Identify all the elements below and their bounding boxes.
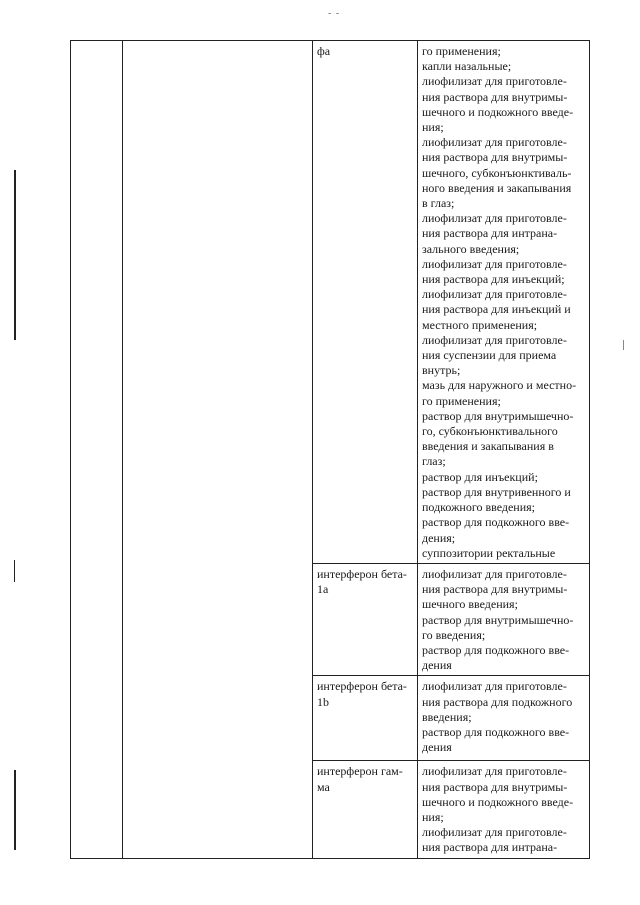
dosage-form-line: суппозитории ректальные bbox=[422, 545, 556, 560]
dosage-form-line: раствор для внутривенного и bbox=[422, 484, 571, 499]
dosage-form-cell bbox=[418, 41, 590, 564]
dosage-form-line: раствор для подкожного вве- bbox=[422, 724, 570, 739]
dosage-form-line: внутрь; bbox=[422, 363, 461, 378]
drug-name-line: 1a bbox=[317, 582, 329, 597]
dosage-form-line: лиофилизат для приготовле- bbox=[422, 825, 567, 840]
page-mark: - - bbox=[328, 8, 341, 19]
dosage-form-line: шечного, субконъюнктиваль- bbox=[422, 165, 572, 180]
dosage-form-line: введения и закапывания в bbox=[422, 439, 554, 454]
dosage-form-line: ния раствора для внутримы- bbox=[422, 89, 568, 104]
dosage-form-line: раствор для инъекций; bbox=[422, 469, 538, 484]
dosage-form-line: лиофилизат для приготовле- bbox=[422, 74, 567, 89]
dosage-form-line: ния раствора для интрана- bbox=[422, 226, 558, 241]
dosage-form-line: лиофилизат для приготовле- bbox=[422, 566, 567, 581]
dosage-form-line: ния раствора для инъекций и bbox=[422, 302, 571, 317]
dosage-form-line: местного применения; bbox=[422, 317, 538, 332]
dosage-form-line: шечного введения; bbox=[422, 597, 518, 612]
drug-name-cell bbox=[313, 761, 418, 858]
dosage-form-line: лиофилизат для приготовле- bbox=[422, 211, 567, 226]
dosage-form-cell bbox=[418, 761, 590, 858]
dosage-form-line: лиофилизат для приготовле- bbox=[422, 679, 567, 694]
dosage-form-line: зального введения; bbox=[422, 241, 520, 256]
dosage-form-line: раствор для подкожного вве- bbox=[422, 515, 570, 530]
dosage-form-line: дения bbox=[422, 658, 452, 673]
dosage-form-line: ния раствора для интрана- bbox=[422, 840, 558, 855]
dosage-form-line: мазь для наружного и местно- bbox=[422, 378, 577, 393]
dosage-form-line: го введения; bbox=[422, 627, 486, 642]
drug-table bbox=[70, 40, 590, 859]
dosage-form-line: ного введения и закапывания bbox=[422, 180, 572, 195]
dosage-form-line: капли назальные; bbox=[422, 59, 512, 74]
scan-edge-mark bbox=[14, 560, 15, 582]
dosage-form-line: дения bbox=[422, 740, 452, 755]
dosage-form-line: ния; bbox=[422, 809, 444, 824]
dosage-form-line: ния раствора для внутримы- bbox=[422, 582, 568, 597]
dosage-form-cell bbox=[418, 676, 590, 761]
dosage-form-line: глаз; bbox=[422, 454, 446, 469]
drug-name-line: интерферон бета- bbox=[317, 566, 407, 581]
dosage-form-line: го, субконъюнктивального bbox=[422, 424, 558, 439]
dosage-form-line: лиофилизат для приготовле- bbox=[422, 135, 567, 150]
drug-name-line: интерферон гам- bbox=[317, 764, 403, 779]
dosage-form-line: лиофилизат для приготовле- bbox=[422, 287, 567, 302]
drug-name-line: фа bbox=[317, 44, 331, 58]
dosage-form-line: лиофилизат для приготовле- bbox=[422, 256, 567, 271]
scan-edge-mark bbox=[14, 770, 16, 850]
dosage-form-line: го применения; bbox=[422, 44, 501, 58]
dosage-form-line: ния раствора для подкожного bbox=[422, 694, 573, 709]
dosage-form-line: го применения; bbox=[422, 393, 501, 408]
scan-edge-mark bbox=[14, 170, 16, 340]
dosage-form-line: шечного и подкожного введе- bbox=[422, 104, 574, 119]
dosage-form-line: раствор для внутримышечно- bbox=[422, 612, 574, 627]
dosage-form-line: раствор для внутримышечно- bbox=[422, 408, 574, 423]
table-row bbox=[71, 41, 590, 564]
dosage-form-line: ния; bbox=[422, 120, 444, 135]
dosage-form-line: ния раствора для внутримы- bbox=[422, 779, 568, 794]
dosage-form-line: в глаз; bbox=[422, 196, 455, 211]
dosage-form-cell bbox=[418, 563, 590, 675]
dosage-form-line: шечного и подкожного введе- bbox=[422, 794, 574, 809]
dosage-form-line: раствор для подкожного вве- bbox=[422, 642, 570, 657]
drug-name-line: 1b bbox=[317, 694, 329, 709]
atc-code-cell bbox=[71, 41, 123, 859]
drug-name-cell bbox=[313, 563, 418, 675]
dosage-form-line: ния раствора для инъекций; bbox=[422, 272, 565, 287]
dosage-form-line: дения; bbox=[422, 530, 456, 545]
drug-name-line: ма bbox=[317, 779, 330, 794]
dosage-form-line: лиофилизат для приготовле- bbox=[422, 764, 567, 779]
dosage-form-line: ния раствора для внутримы- bbox=[422, 150, 568, 165]
dosage-form-line: подкожного введения; bbox=[422, 500, 535, 515]
atc-group-cell bbox=[123, 41, 313, 859]
scan-edge-mark bbox=[623, 340, 624, 350]
drug-name-cell bbox=[313, 41, 418, 564]
dosage-form-line: введения; bbox=[422, 709, 472, 724]
drug-name-cell bbox=[313, 676, 418, 761]
dosage-form-line: лиофилизат для приготовле- bbox=[422, 332, 567, 347]
drug-name-line: интерферон бета- bbox=[317, 679, 407, 694]
dosage-form-line: ния суспензии для приема bbox=[422, 348, 557, 363]
